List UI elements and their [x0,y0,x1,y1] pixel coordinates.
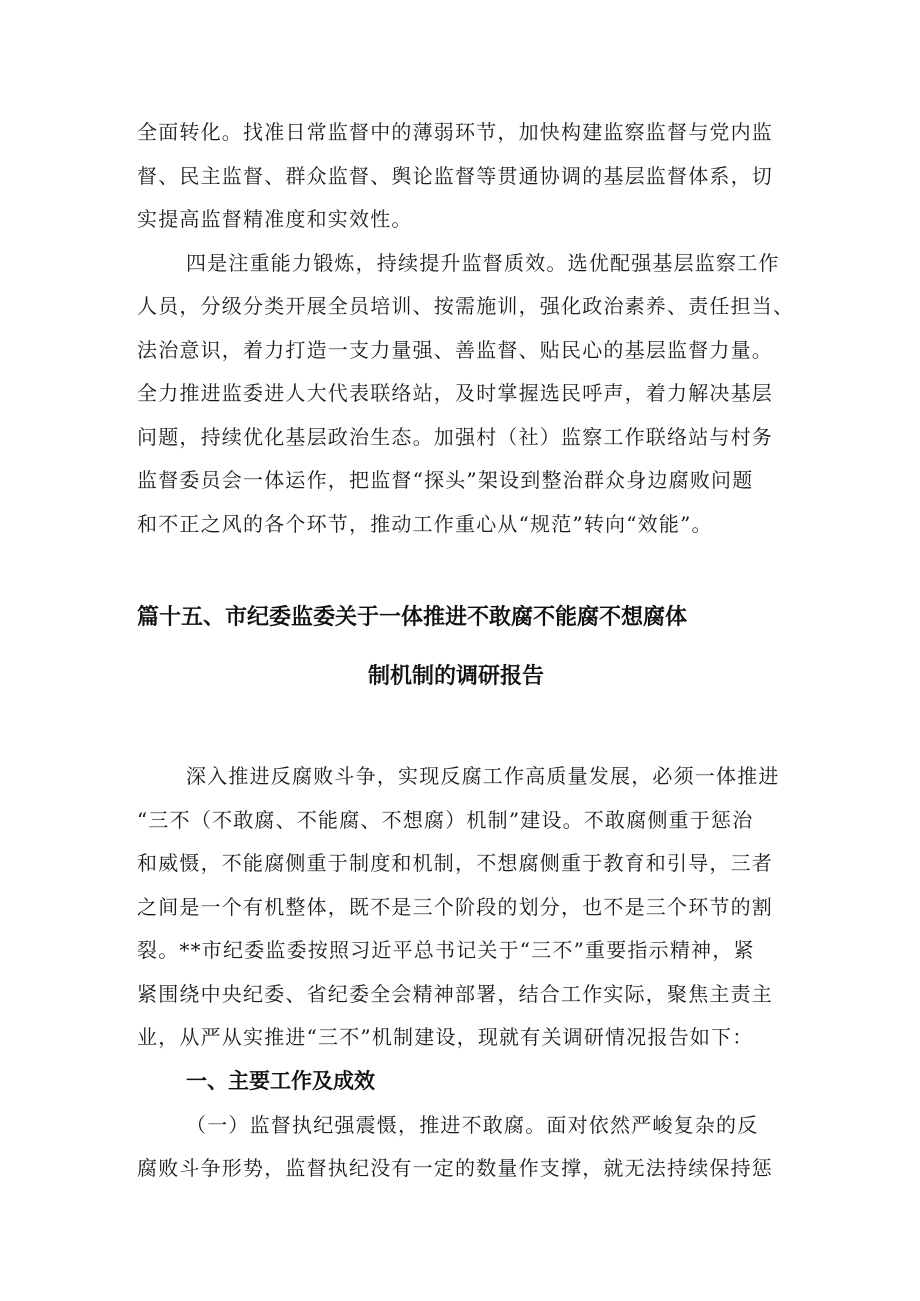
paragraph-line: “三不（不敢腐、不能腐、不想腐）机制”建设。不敢腐侧重于惩治 [137,808,754,832]
paragraph-line: 问题，持续优化基层政治生态。加强村（社）监察工作联络站与村务 [137,425,773,449]
paragraph-line: 和威慑，不能腐侧重于制度和机制，不想腐侧重于教育和引导，三者 [137,851,773,875]
paragraph-line: 法治意识，着力打造一支力量强、善监督、贴民心的基层监督力量。 [137,338,773,362]
paragraph-line: 紧围绕中央纪委、省纪委全会精神部署，结合工作实际，聚焦主责主 [137,982,773,1006]
paragraph-line: 人员，分级分类开展全员培训、按需施训，强化政治素养、责任担当、 [137,294,795,318]
paragraph-line: 全面转化。找准日常监督中的薄弱环节，加快构建监察监督与党内监 [137,120,773,144]
paragraph-line: 全力推进监委进人大代表联络站，及时掌握选民呼声，着力解决基层 [137,381,773,405]
paragraph-line: （一）监督执纪强震慑，推进不敢腐。面对依然严峻复杂的反 [186,1113,759,1137]
section-heading: 一、主要工作及成效 [186,1069,375,1093]
paragraph-line: 四是注重能力锻炼，持续提升监督质效。选优配强基层监察工作 [186,251,780,275]
article-title-line-1: 篇十五、市纪委监委关于一体推进不敢腐不能腐不想腐体 [137,605,688,630]
paragraph-line: 监督委员会一体运作，把监督“探头”架设到整治群众身边腐败问题 [137,468,754,492]
article-title-line-2: 制机制的调研报告 [368,664,545,689]
paragraph-line: 之间是一个有机整体，既不是三个阶段的划分，也不是三个环节的割 [137,895,773,919]
paragraph-line: 业，从严从实推进“三不”机制建设，现就有关调研情况报告如下： [137,1025,754,1049]
paragraph-line: 督、民主监督、群众监督、舆论监督等贯通协调的基层监督体系，切 [137,164,773,188]
paragraph-line: 裂。**市纪委监委按照习近平总书记关于“三不”重要指示精神，紧 [137,938,755,962]
paragraph-line: 和不正之风的各个环节，推动工作重心从“规范”转向“效能”。 [137,512,713,536]
paragraph-line: 腐败斗争形势，监督执纪没有一定的数量作支撑，就无法持续保持惩 [137,1156,773,1180]
paragraph-line: 深入推进反腐败斗争，实现反腐工作高质量发展，必须一体推进 [186,764,780,788]
paragraph-line: 实提高监督精准度和实效性。 [137,207,413,231]
